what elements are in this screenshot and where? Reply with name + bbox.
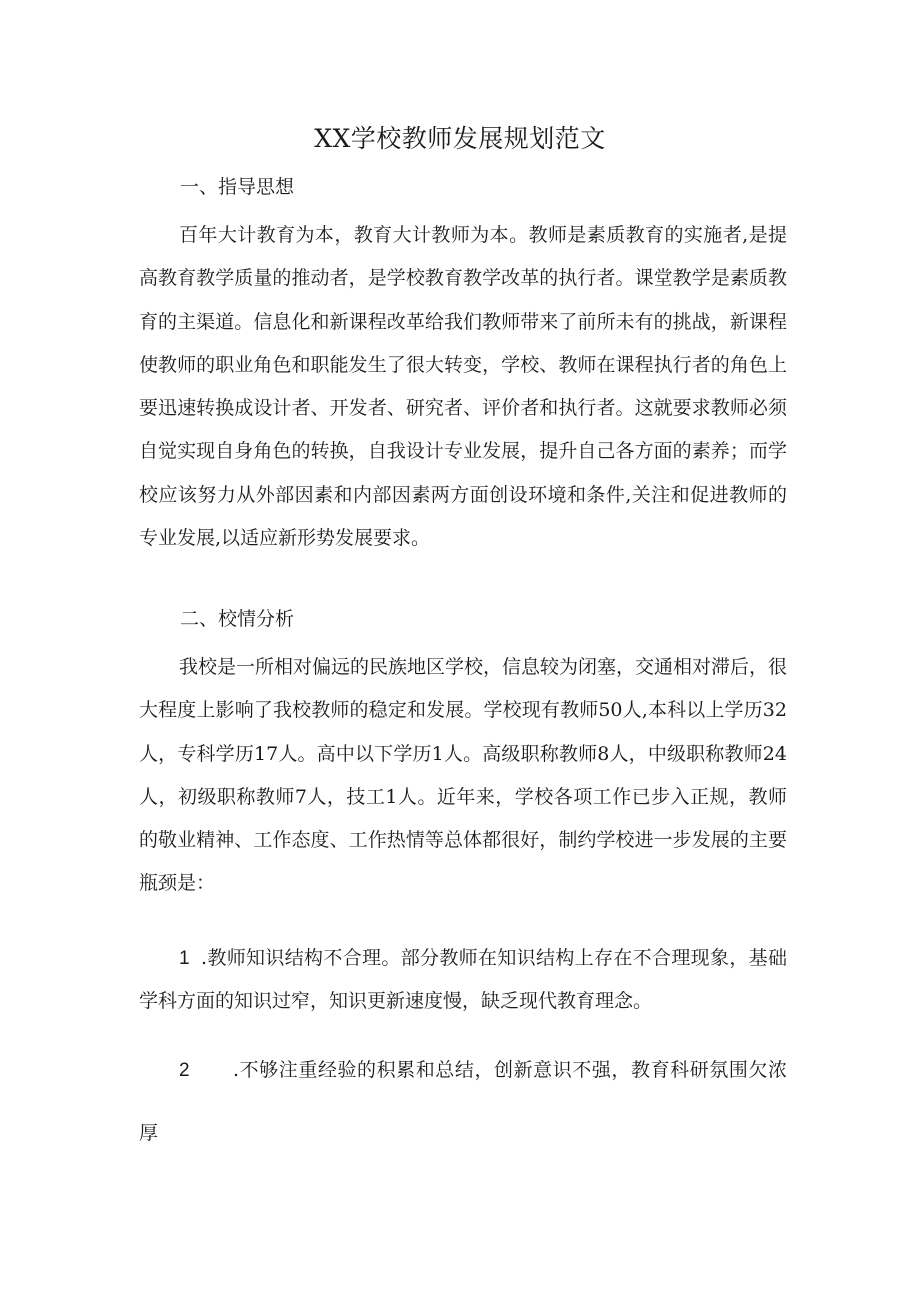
list-item (139, 937, 787, 1024)
section-heading-guiding-ideology: 一、指导思想 (180, 176, 295, 198)
list-item-text: .不够注重经验的积累和总结，创新意识不强，教育科研氛围欠浓厚 (139, 1059, 787, 1144)
section-paragraph-school-analysis: 我校是一所相对偏远的民族地区学校，信息较为闭塞，交通相对滞后，很大程度上影响了我校教师的稳定和发展。学校现有教师50人,本科以上学历32人，专科学历17人。高中以下学历1人。高级职称教师8人，中级职称教师24人，初级职称教师7人，技工1人。近年来，学校各项工作已步入正规，教师的敬业精神、工作态度、工作热情等总体都很好，制约学校进一步发展的主要瓶颈是： (139, 656, 788, 895)
section-paragraph-guiding-ideology: 百年大计教育为本，教育大计教师为本。教师是素质教育的实施者,是提高教育教学质量的推动者，是学校教育教学改革的执行者。课堂教学是素质教育的主渠道。信息化和新课程改革给我们教师带来了前所未有的挑战，新课程使教师的职业角色和职能发生了很大转变，学校、教师在课程执行者的角色上要迅速转换成设计者、开发者、研究者、评价者和执行者。这就要求教师必须自觉实现自身角色的转换，自我设计专业发展，提升自己各方面的素养；而学校应该努力从外部因素和内部因素两方面创设环境和条件,关注和促进教师的专业发展,以适应新形势发展要求。 (139, 224, 787, 550)
list-item (139, 1039, 787, 1164)
list-item-number: 1 (179, 948, 190, 969)
list-item-text: .教师知识结构不合理。部分教师在知识结构上存在不合理现象，基础学科方面的知识过窄，知识更新速度慢，缺乏现代教育理念。 (139, 947, 787, 1013)
list-item-number: 2 (179, 1060, 190, 1081)
section-heading-school-analysis: 二、校情分析 (180, 608, 295, 630)
document-title: XX学校教师发展规划范文 (314, 124, 606, 153)
